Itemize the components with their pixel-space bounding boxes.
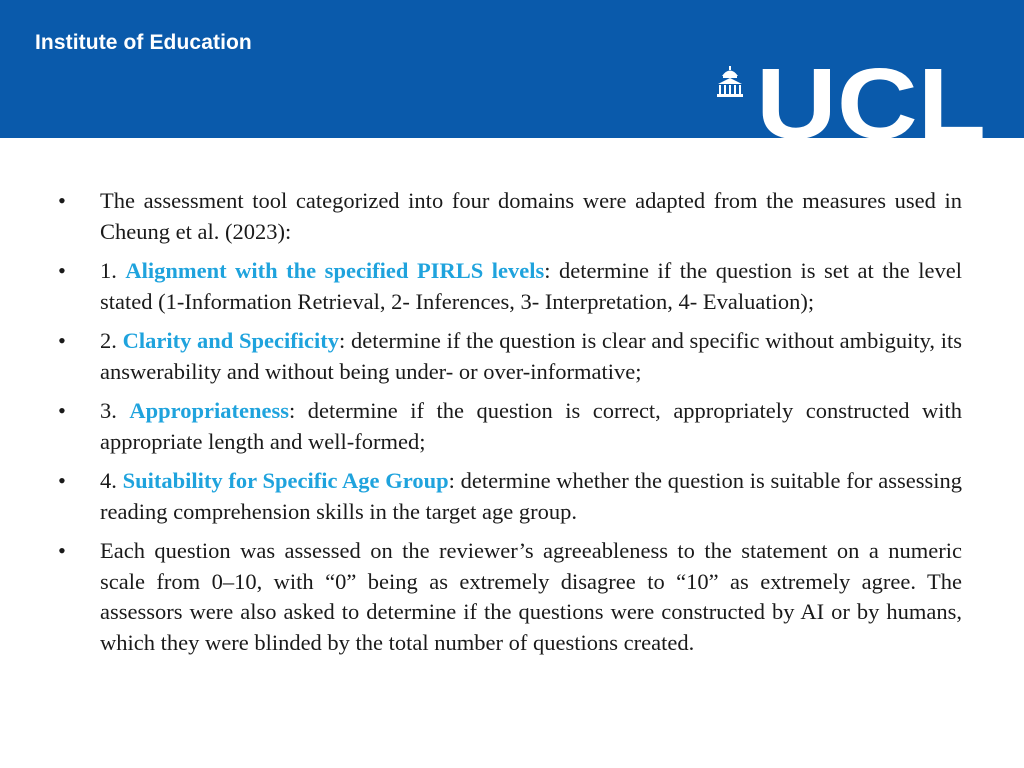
item-prefix: 4.: [100, 468, 123, 493]
bullet-marker: •: [58, 538, 66, 563]
item-highlight: Clarity and Specificity: [122, 328, 339, 353]
item-highlight: Alignment with the specified PIRLS levels: [125, 258, 545, 283]
ucl-logo: [716, 62, 988, 138]
item-highlight: Suitability for Specific Age Group: [122, 468, 449, 493]
list-item: [58, 536, 962, 658]
item-text: : determine if the question is set at the level stated (1-Information Retrieval, 2- Inferences, 3- Interpretation, 4- Evaluation);: [100, 258, 962, 314]
list-item: [58, 256, 962, 317]
list-item: [58, 186, 962, 247]
ucl-logo-text: UCL: [756, 62, 986, 138]
bullet-marker: •: [58, 398, 66, 423]
list-item: [58, 466, 962, 527]
list-item: [58, 326, 962, 387]
item-text: : determine if the question is correct, appropriately constructed with appropriate length and well-formed;: [100, 398, 962, 454]
item-text: : determine whether the question is suitable for assessing reading comprehension skills in the target age group.: [100, 468, 963, 524]
list-item: [58, 396, 962, 457]
bullet-marker: •: [58, 328, 66, 353]
item-prefix: 3.: [100, 398, 130, 423]
bullet-marker: •: [58, 258, 66, 283]
institute-title: Institute of Education: [35, 31, 252, 54]
item-text: Each question was assessed on the reviewer’s agreeableness to the statement on a numeric scale from 0–10, with “0” being as extremely disagree to “10” as extremely agree. The assessors were also asked to determine if the questions were constructed by AI or by humans, which they were blinded by the total number of questions created.: [100, 538, 962, 655]
bullet-marker: •: [58, 468, 66, 493]
item-text: The assessment tool categorized into four domains were adapted from the measures used in Cheung et al. (2023):: [100, 188, 962, 244]
item-text: : determine if the question is clear and specific without ambiguity, its answerability and without being under- or over-informative;: [100, 328, 963, 384]
portico-dome-icon: [717, 66, 743, 97]
item-highlight: Appropriateness: [129, 398, 289, 423]
bullet-list: [58, 186, 962, 667]
header-banner: [0, 0, 1024, 138]
item-prefix: 1.: [100, 258, 126, 283]
item-prefix: 2.: [100, 328, 123, 353]
bullet-marker: •: [58, 188, 66, 213]
